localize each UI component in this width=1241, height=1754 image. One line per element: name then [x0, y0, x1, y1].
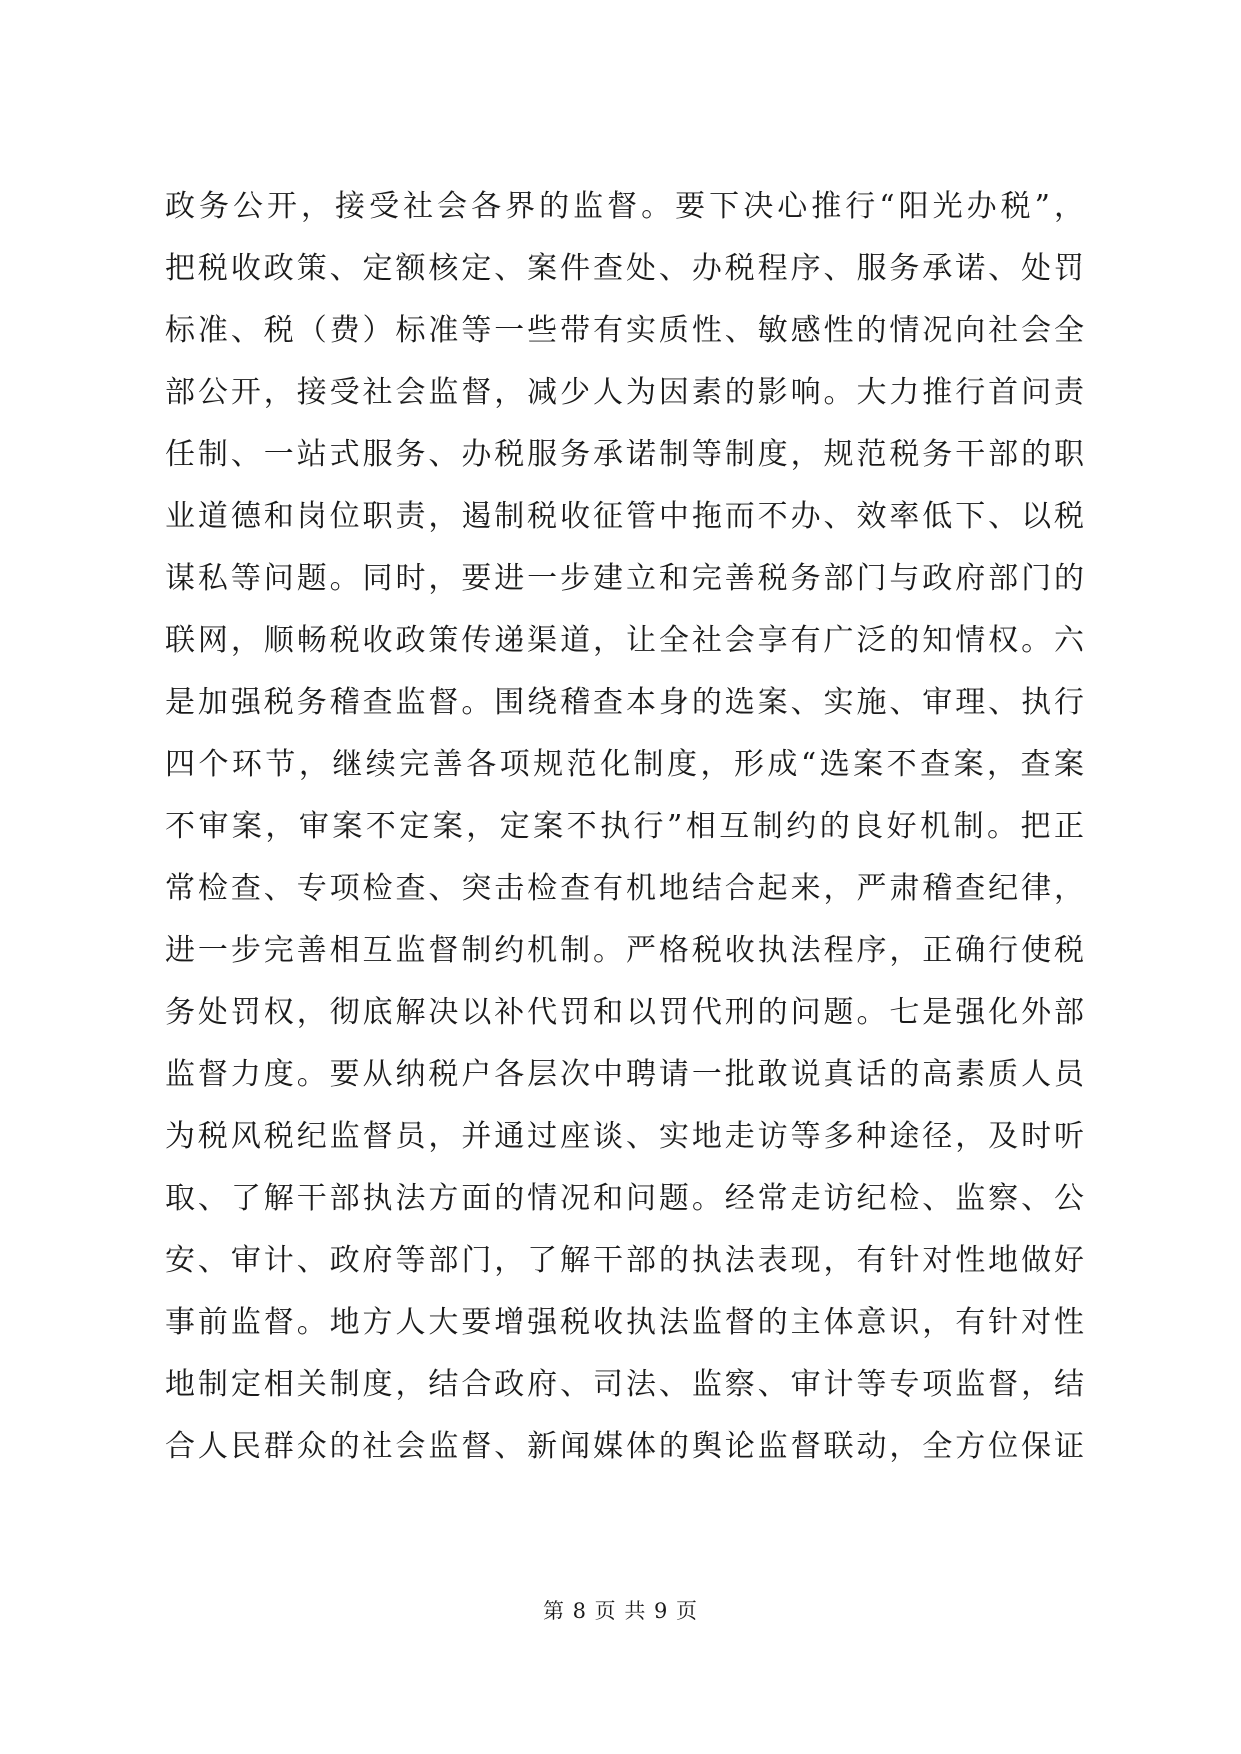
text-line: 政务公开，接受社会各界的监督。要下决心推行“阳光办税”，	[165, 189, 1085, 224]
text-line: 为税风税纪监督员，并通过座谈、实地走访等多种途径，及时听	[165, 1119, 1085, 1154]
text-line: 不审案，审案不定案，定案不执行”相互制约的良好机制。把正	[165, 809, 1085, 844]
text-line: 合人民群众的社会监督、新闻媒体的舆论监督联动，全方位保证	[165, 1429, 1085, 1464]
text-line: 部公开，接受社会监督，减少人为因素的影响。大力推行首问责	[165, 375, 1085, 410]
text-line: 业道德和岗位职责，遏制税收征管中拖而不办、效率低下、以税	[165, 499, 1085, 534]
text-line: 是加强税务稽查监督。围绕稽查本身的选案、实施、审理、执行	[165, 685, 1085, 720]
text-line: 安、审计、政府等部门，了解干部的执法表现，有针对性地做好	[165, 1243, 1085, 1278]
text-line: 联网，顺畅税收政策传递渠道，让全社会享有广泛的知情权。六	[165, 623, 1085, 658]
page-number-label: 第 8 页 共 9 页	[542, 1599, 699, 1623]
text-line: 事前监督。地方人大要增强税收执法监督的主体意识，有针对性	[165, 1305, 1085, 1340]
text-line: 地制定相关制度，结合政府、司法、监察、审计等专项监督，结	[165, 1367, 1085, 1402]
text-line: 标准、税（费）标准等一些带有实质性、敏感性的情况向社会全	[165, 313, 1085, 348]
text-line: 进一步完善相互监督制约机制。严格税收执法程序，正确行使税	[165, 933, 1085, 968]
text-line: 常检查、专项检查、突击检查有机地结合起来，严肃稽查纪律，	[165, 871, 1085, 906]
text-line: 谋私等问题。同时，要进一步建立和完善税务部门与政府部门的	[165, 561, 1085, 596]
body-paragraph	[165, 176, 1085, 1478]
text-line: 把税收政策、定额核定、案件查处、办税程序、服务承诺、处罚	[165, 251, 1085, 286]
text-line: 任制、一站式服务、办税服务承诺制等制度，规范税务干部的职	[165, 437, 1085, 472]
text-line: 务处罚权，彻底解决以补代罚和以罚代刑的问题。七是强化外部	[165, 995, 1085, 1030]
text-line: 取、了解干部执法方面的情况和问题。经常走访纪检、监察、公	[165, 1181, 1085, 1216]
text-line: 四个环节，继续完善各项规范化制度，形成“选案不查案，查案	[165, 747, 1085, 782]
text-line: 监督力度。要从纳税户各层次中聘请一批敢说真话的高素质人员	[165, 1057, 1085, 1092]
page-footer	[0, 1596, 1241, 1626]
